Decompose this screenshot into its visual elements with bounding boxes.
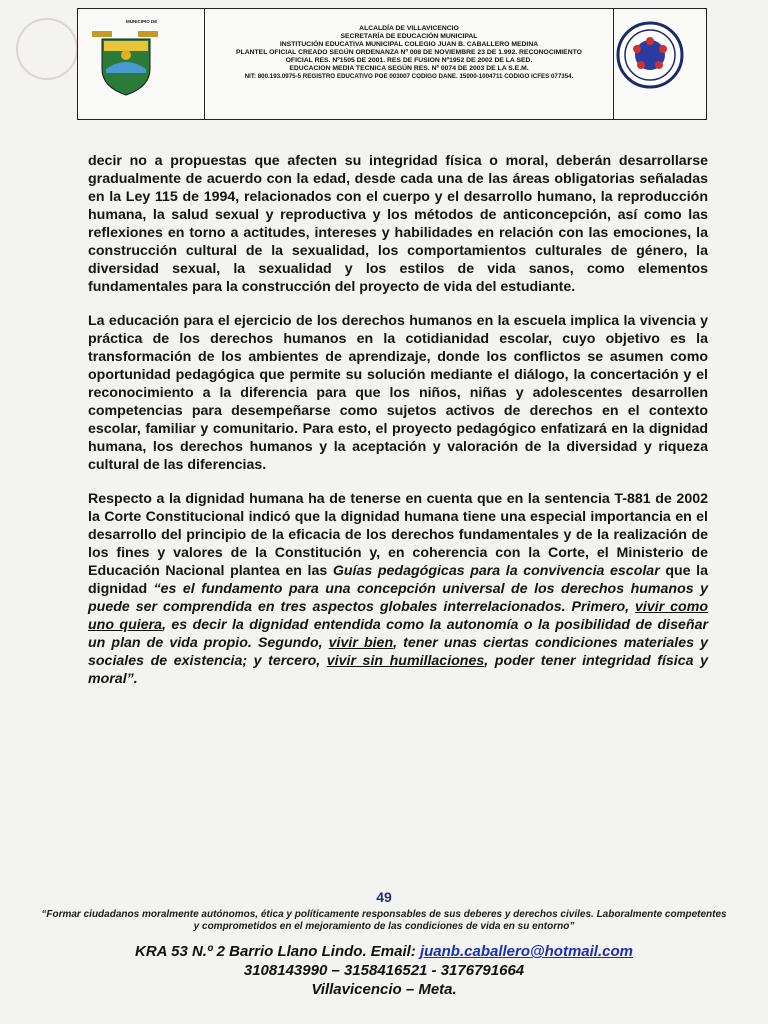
underlined-phrase: vivir sin humillaciones: [326, 653, 485, 669]
header-line: NIT: 800.193.0975-5 REGISTRO EDUCATIVO POE 003007 CODIGO DANE. 15000-1004711 CODIGO ICFES 077354.: [244, 73, 574, 80]
header-line: OFICIAL RES. Nº1505 DE 2001. RES DE FUSION Nº1952 DE 2002 DE LA SED.: [285, 57, 533, 64]
header-line: INSTITUCIÓN EDUCATIVA MUNICIPAL COLEGIO JUAN B. CABALLERO MEDINA: [279, 41, 539, 48]
header-line: ALCALDÍA DE VILLAVICENCIO: [359, 25, 459, 32]
contact-block: [0, 942, 768, 999]
phone-line: 3108143990 – 3158416521 - 3176791664: [243, 962, 525, 979]
page-number: 49: [376, 889, 392, 905]
paragraph: La educación para el ejercicio de los derechos humanos en la escuela implica la vivencia y práctica de los derechos humanos en la cotidianidad escolar, cuyo objetivo es la transformación de los ambientes de aprendizaje, donde los conflictos se asumen como oportunidad pedagógica que permite su solución mediante el diálogo, la concertación y el reconocimiento a la diferencia para que los niños, niñas y adolescentes desarrollen competencias para desempeñarse como sujetos activos de derechos en el contexto escolar, familiar y comunitario. Para esto, el proyecto pedagógico enfatizará en la dignidad humana, los derechos humanos y la aceptación y valoración de la diversidad y riqueza cultural de las diferencias.: [88, 313, 708, 473]
faint-stamp: [16, 18, 78, 80]
institution-motto: “Formar ciudadanos moralmente autónomos, ética y políticamente responsables de sus deberes y derechos civiles. Laboralmente competentes y comprometidos en el mejoramiento de las condiciones de vida en su entorno”: [41, 909, 727, 932]
municipality-shield-logo: [78, 9, 204, 119]
municipality-logo-cell: [78, 9, 205, 119]
city-line: Villavicencio – Meta.: [311, 981, 457, 998]
guides-title: Guías pedagógicas para la convivencia escolar: [332, 563, 660, 579]
dignity-quote: “es el fundamento para una concepción universal de los derechos humanos y puede ser comprendida en tres aspectos globales interrelacionados. Primero, vivir como uno quiera, es decir la dignidad entendida como la autonomía o la posibilidad de diseñar un plan de vida propio. Segundo, vivir bien, tener unas ciertas condiciones materiales y sociales de existencia; y tercero, vivir sin humillaciones, poder tener integridad física y moral”.: [88, 581, 709, 687]
document-body: [88, 152, 708, 704]
paragraph-text: que la dignidad: [88, 563, 708, 597]
header-line: EDUCACION MEDIA TECNICA SEGÚN RES. Nº 0074 DE 2003 DE LA S.E.M.: [289, 65, 529, 72]
logo-caption: MUNICIPIO DE: [126, 19, 158, 24]
header-line: PLANTEL OFICIAL CREADO SEGÚN ORDENANZA Nº 008 DE NOVIEMBRE 23 DE 1.992. RECONOCIMIENTO: [236, 49, 582, 56]
underlined-phrase: vivir bien: [328, 635, 394, 651]
school-logo-cell: [613, 9, 706, 119]
header-line: SECRETARÍA DE EDUCACIÓN MUNICIPAL: [340, 33, 478, 40]
paragraph: decir no a propuestas que afecten su integridad física o moral, deberán desarrollarse gradualmente de acuerdo con la edad, desde cada una de las áreas obligatorias señaladas en la Ley 115 de 1994, relacionados con el cuerpo y el desarrollo humano, la reproducción humana, la salud sexual y reproductiva y los métodos de anticoncepción, así como las reflexiones en torno a actitudes, intereses y habilidades en relación con las emociones, la construcción cultural de la sexualidad, los comportamientos culturales de género, la diversidad sexual, la sexualidad y los estilos de vida sanos, como elementos fundamentales para la construcción del proyecto de vida del estudiante.: [88, 153, 708, 295]
email-link[interactable]: juanb.caballero@hotmail.com: [419, 943, 633, 960]
underlined-phrase: vivir como uno quiera: [88, 599, 708, 633]
letterhead: [77, 8, 707, 120]
paragraph: [88, 490, 708, 688]
paragraph-text: Respecto a la dignidad humana ha de tenerse en cuenta que en la sentencia T-881 de 2002 la Corte Constitucional indicó que la dignidad humana tiene una especial importancia en el desarrollo del principio de la eficacia de los derechos fundamentales y de la realización de los fines y valores de la Constitución y, en coherencia con la Corte, el Ministerio de Educación Nacional plantea en las: [88, 491, 708, 579]
address-line: KRA 53 N.º 2 Barrio Llano Lindo. Email: juanb.caballero@hotmail.com: [135, 943, 633, 960]
school-emblem-logo: [614, 9, 706, 119]
letterhead-text: [204, 25, 614, 81]
